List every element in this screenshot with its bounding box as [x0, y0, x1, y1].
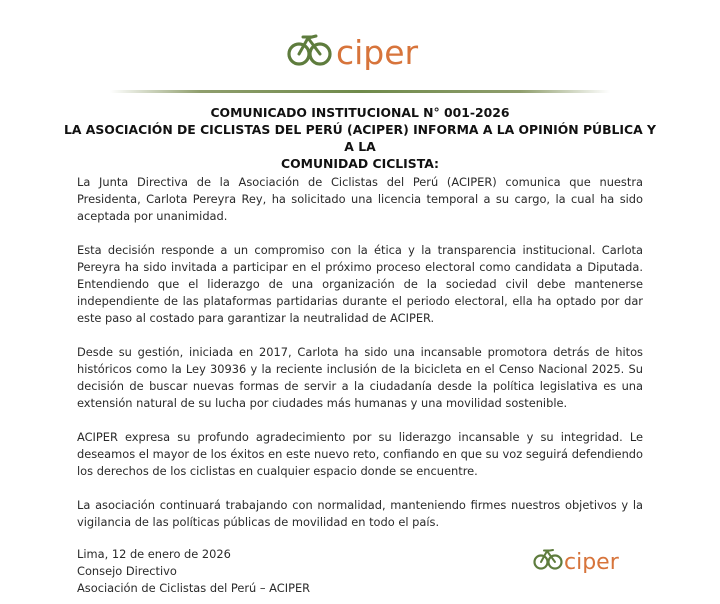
signature-block — [77, 546, 310, 597]
communique-heading — [60, 104, 660, 172]
heading-line-2: LA ASOCIACIÓN DE CICLISTAS DEL PERÚ (ACIPER) INFORMA A LA OPINIÓN PÚBLICA Y A LA — [63, 122, 657, 154]
paragraph-3: Desde su gestión, iniciada en 2017, Carlota ha sido una incansable promotora detrás de hitos históricos como la Ley 30936 y la reciente inclusión de la bicicleta en el Censo Nacional 2025. Su decisión de buscar nuevas formas de servir a la ciudadanía desde la política legislativa es una extensión natural de su lucha por ciudades más humanas y una movilidad sostenible. — [77, 345, 643, 410]
signing-organization: Asociación de Ciclistas del Perú – ACIPER — [77, 581, 311, 595]
place-date: Lima, 12 de enero de 2026 — [77, 547, 231, 561]
logo-small-text: ciper — [564, 550, 619, 573]
aciper-logo-small — [533, 543, 633, 573]
aciper-logo — [286, 26, 436, 70]
paragraph-2: Esta decisión responde a un compromiso con la ética y la transparencia institucional. Carlota Pereyra ha sido invitada a participar en el próximo proceso electoral como candidata a Diputada. Entendiendo que el liderazgo de una organización de la sociedad civil debe mantenerse independiente de las plataformas partidarias durante el periodo electoral, ella ha optado por dar este paso al costado para garantizar la neutralidad de ACIPER. — [77, 243, 643, 325]
paragraph-1: La Junta Directiva de la Asociación de Ciclistas del Perú (ACIPER) comunica que nuestra Presidenta, Carlota Pereyra Rey, ha solicitado una licencia temporal a su cargo, la cual ha sido aceptada por unanimidad. — [77, 175, 643, 223]
logo-text: ciper — [336, 33, 419, 70]
bicycle-logo-icon — [286, 26, 436, 70]
communique-body — [77, 174, 643, 548]
paragraph-5: La asociación continuará trabajando con normalidad, manteniendo firmes nuestros objetivos y la vigilancia de las políticas públicas de movilidad en todo el país. — [77, 498, 643, 529]
paragraph-4: ACIPER expresa su profundo agradecimiento por su liderazgo incansable y su integridad. Le deseamos el mayor de los éxitos en este nuevo reto, confiando en que su voz seguirá defendiendo los derechos de los ciclistas en cualquier espacio donde se encuentre. — [77, 430, 643, 478]
heading-line-1: COMUNICADO INSTITUCIONAL N° 001-2026 — [210, 105, 510, 120]
heading-line-3: COMUNIDAD CICLISTA: — [281, 156, 439, 171]
header-divider — [110, 90, 610, 93]
bicycle-logo-small-icon — [533, 543, 633, 573]
signing-body: Consejo Directivo — [77, 564, 177, 578]
